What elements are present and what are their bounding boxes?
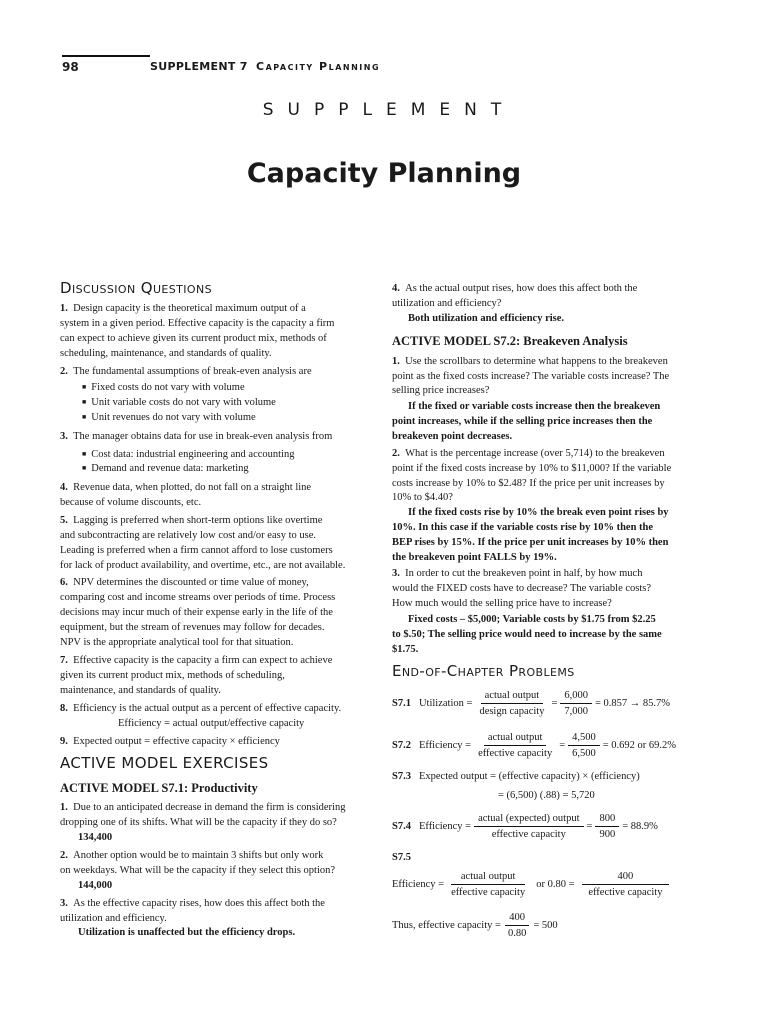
fraction: $\frac{4,500}{6,500}$ xyxy=(568,731,600,760)
fraction: $\frac{400}{\text{effective capacity}}$ xyxy=(582,870,670,899)
q6-line-4: equipment, but the stream of revenues may follow for decades. xyxy=(60,622,325,633)
problem-s7-3-line-2: = (6,500) (.88) = 5,720 xyxy=(498,790,595,801)
am1-q2-line-1: 2. Another option would be to maintain 3 shifts but only work xyxy=(60,850,324,861)
chapter-title: Capacity Planning xyxy=(256,60,381,73)
am2-title: ACTIVE MODEL S7.2: Breakeven Analysis xyxy=(392,334,628,348)
am2-q1-line-3: selling price increases? xyxy=(392,385,490,396)
end-of-chapter-heading: End-of-Chapter Problems xyxy=(392,662,575,680)
am1-q2-answer: 144,000 xyxy=(78,880,113,891)
active-model-exercises-heading: ACTIVE MODEL EXERCISES xyxy=(60,754,269,772)
problem-s7-4: S7.4 Efficiency = $\frac{\text{actual (expected) output}}{\text{effective capacity}}$ = $\frac{800}{900}$ = 88.9% xyxy=(392,813,658,840)
am1-q3-answer: Utilization is unaffected but the efficiency drops. xyxy=(78,927,296,938)
am2-q2-answer-2: 10%. In this case if the variable costs rise by 10% then the xyxy=(392,522,654,533)
q9-line-1: 9. Expected output = effective capacity × efficiency xyxy=(60,736,280,747)
q7-line-3: maintenance, and standards of quality. xyxy=(60,685,221,696)
am2-q1-line-1: 1. Use the scrollbars to determine what happens to the breakeven xyxy=(392,356,668,367)
fraction: $\frac{\text{actual (expected) output}}{\text{effective capacity}}$ xyxy=(474,812,583,841)
q7-line-2: given its current product mix, methods of scheduling, xyxy=(60,670,285,681)
am2-q2-line-2: point if the fixed costs increase by 10% to $11,000? If the variable xyxy=(392,463,672,474)
q8-line-1: 8. Efficiency is the actual output as a percent of effective capacity. xyxy=(60,703,342,714)
problem-s7-5-thus: Thus, effective capacity = $\frac{400}{0.80}$ = 500 xyxy=(392,912,558,939)
q2-bullet-2: ■ Unit variable costs do not vary with volume xyxy=(82,397,276,409)
am2-q2-answer-4: the breakeven point FALLS by 19%. xyxy=(392,552,557,563)
q4-r-line-1: 4. As the actual output rises, how does this affect both the xyxy=(392,283,638,294)
am1-q2-line-2: on weekdays. What will be the capacity if they select this option? xyxy=(60,865,336,876)
problem-s7-3: S7.3 Expected output = (effective capacity) × (efficiency) xyxy=(392,771,640,782)
am1-q1-answer: 134,400 xyxy=(78,832,113,843)
am2-q3-answer-1: Fixed costs – $5,000; Variable costs by $1.75 from $2.25 xyxy=(408,614,656,625)
q4-r-line-2: utilization and efficiency? xyxy=(392,298,502,309)
q4-r-answer: Both utilization and efficiency rise. xyxy=(408,313,565,324)
am1-title: ACTIVE MODEL S7.1: Productivity xyxy=(60,781,258,795)
problem-s7-1: S7.1 Utilization = $\frac{\text{actual output}}{\text{design capacity}}$ = $\frac{6,000}{7,000}$ = 0.857 → 85.7% xyxy=(392,690,671,717)
problem-s7-2: S7.2 Efficiency = $\frac{\text{actual output}}{\text{effective capacity}}$ = $\frac{4,500}{6,500}$ = 0.692 or 69.2% xyxy=(392,732,677,759)
am1-q1-line-1: 1. Due to an anticipated decrease in demand the firm is considering xyxy=(60,802,346,813)
page-title: Capacity Planning xyxy=(246,158,522,189)
am2-q1-answer-2: point increases, while if the selling price increases then the xyxy=(392,416,653,427)
am2-q2-answer-1: If the fixed costs rise by 10% the break even point rises by xyxy=(408,507,669,518)
q5-line-1: 5. Lagging is preferred when short-term options like overtime xyxy=(60,515,323,526)
header-rule xyxy=(62,55,150,57)
q1-line-3: can expect to achieve given its current product mix, methods of xyxy=(60,333,327,344)
am2-q3-line-2: would the FIXED costs have to decrease? The variable costs? xyxy=(392,583,652,594)
discussion-questions-heading: Discussion Questions xyxy=(60,279,212,297)
am2-q1-answer-3: breakeven point decreases. xyxy=(392,431,513,442)
q2-bullet-3: ■ Unit revenues do not vary with volume xyxy=(82,412,256,424)
am1-q3-line-1: 3. As the effective capacity rises, how does this affect both the xyxy=(60,898,325,909)
q7-line-1: 7. Effective capacity is the capacity a firm can expect to achieve xyxy=(60,655,333,666)
q1-line-2: system in a given period. Effective capacity is the capacity a firm xyxy=(60,318,335,329)
am2-q2-line-4: 10% to $4.40? xyxy=(392,492,453,503)
q8-line-2: Efficiency = actual output/effective capacity xyxy=(118,718,305,729)
am2-q3-line-3: How much would the selling price have to increase? xyxy=(392,598,612,609)
q2-bullet-1: ■ Fixed costs do not vary with volume xyxy=(82,382,245,394)
am2-q1-answer-1: If the fixed or variable costs increase then the breakeven xyxy=(408,401,661,412)
problem-s7-5-label: S7.5 xyxy=(392,852,411,863)
am1-q3-line-2: utilization and efficiency. xyxy=(60,913,167,924)
q6-line-3: decisions may incur much of their expense early in the life of the xyxy=(60,607,333,618)
q5-line-4: for lack of product availability, and overtime, etc., are not available. xyxy=(60,560,346,571)
problem-s7-5-efficiency: Efficiency = $\frac{\text{actual output}}{\text{effective capacity}}$ or 0.80 = $\frac{400}{\text{effective capacity}}$ xyxy=(392,870,672,899)
am2-q2-line-3: costs increase by 10% to $2.48? If the price per unit increases by xyxy=(392,478,665,489)
fraction: $\frac{6,000}{7,000}$ xyxy=(560,689,592,718)
fraction: $\frac{400}{0.80}$ xyxy=(504,911,530,940)
fraction: $\frac{\text{actual output}}{\text{effective capacity}}$ xyxy=(451,871,526,898)
q4-line-2: because of volume discounts, etc. xyxy=(60,497,202,508)
q5-line-3: Leading is preferred when a firm cannot afford to lose customers xyxy=(60,545,333,556)
am2-q3-answer-3: $1.75. xyxy=(392,644,419,655)
q2-line-1: 2. The fundamental assumptions of break-even analysis are xyxy=(60,366,312,377)
fraction: $\frac{\text{actual output}}{\text{design capacity}}$ xyxy=(479,690,545,717)
running-header xyxy=(150,60,380,73)
am2-q1-line-2: point as the fixed costs increase? The variable costs increase? The xyxy=(392,371,670,382)
q1-line-1: 1. Design capacity is the theoretical maximum output of a xyxy=(60,303,306,314)
am2-q2-line-1: 2. What is the percentage increase (over 5,714) to the breakeven xyxy=(392,448,665,459)
q5-line-2: and subcontracting are relatively low cost and/or easy to use. xyxy=(60,530,316,541)
fraction: $\frac{800}{900}$ xyxy=(595,812,619,841)
supplement-label: SUPPLEMENT 7 xyxy=(150,60,248,73)
am2-q3-answer-2: to $.50; The selling price would need to increase by the same xyxy=(392,629,662,640)
am2-q2-answer-3: BEP rises by 15%. If the price per unit increases by 10% then xyxy=(392,537,669,548)
page-number: 98 xyxy=(62,60,79,74)
q3-bullet-2: ■ Demand and revenue data: marketing xyxy=(82,463,249,475)
am1-q1-line-2: dropping one of its shifts. What will be the capacity if they do so? xyxy=(60,817,337,828)
q6-line-1: 6. NPV determines the discounted or time value of money, xyxy=(60,577,309,588)
fraction: $\frac{\text{actual output}}{\text{effective capacity}}$ xyxy=(478,732,553,759)
supplement-word: SUPPLEMENT xyxy=(262,100,516,120)
q6-line-2: comparing cost and income streams over periods of time. Process xyxy=(60,592,336,603)
q4-line-1: 4. Revenue data, when plotted, do not fall on a straight line xyxy=(60,482,312,493)
q3-line-1: 3. The manager obtains data for use in break-even analysis from xyxy=(60,431,333,442)
q1-line-4: scheduling, maintenance, and standards of quality. xyxy=(60,348,272,359)
q6-line-5: NPV is the appropriate analytical tool for that situation. xyxy=(60,637,294,648)
q3-bullet-1: ■ Cost data: industrial engineering and accounting xyxy=(82,449,294,461)
am2-q3-line-1: 3. In order to cut the breakeven point in half, by how much xyxy=(392,568,643,579)
